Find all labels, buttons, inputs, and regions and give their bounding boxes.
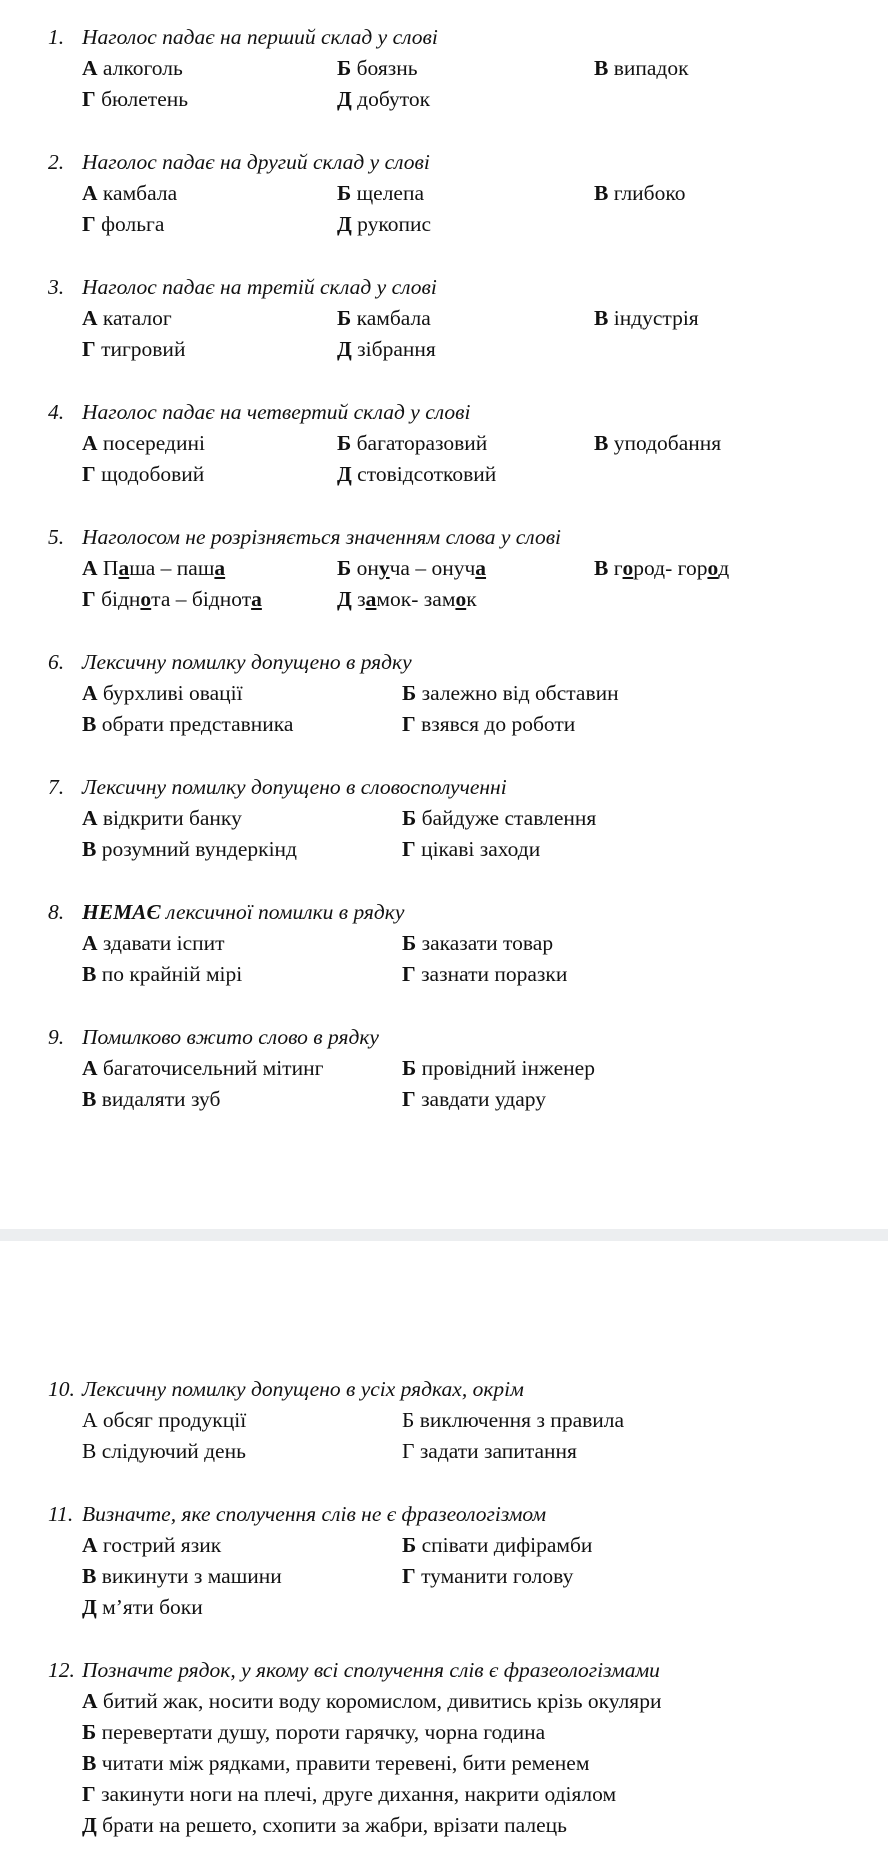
option-a[interactable]: А камбала [82, 181, 178, 205]
option-a[interactable]: А відкрити банку [82, 806, 242, 830]
option-d[interactable]: Д м’яти боки [82, 1595, 203, 1619]
question-number: 3. [48, 275, 65, 299]
option-g[interactable]: Г задати запитання [402, 1439, 577, 1463]
stress-mark: а [214, 556, 226, 580]
question-text: Наголос падає на третій склад у слові [82, 275, 437, 299]
question-number: 9. [48, 1025, 65, 1049]
option-g[interactable]: Г щодобовий [82, 462, 205, 486]
option-v[interactable]: В слідуючий день [82, 1439, 246, 1463]
stress-mark: а [475, 556, 487, 580]
question-text: Лексичну помилку допущено в словосполученні [82, 775, 507, 799]
option-v[interactable]: В уподобання [594, 431, 722, 455]
option-b[interactable]: Б боязнь [337, 56, 418, 80]
option-d[interactable]: Д стовідсотковий [337, 462, 497, 486]
option-g[interactable]: Г взявся до роботи [402, 712, 576, 736]
stress-mark: о [622, 556, 634, 580]
question-3 [0, 272, 888, 365]
question-number: 10. [48, 1377, 75, 1401]
option-g[interactable]: Г закинути ноги на плечі, друге дихання, накрити одіялом [82, 1782, 617, 1806]
option-v[interactable]: В викинути з машини [82, 1564, 282, 1588]
question-2 [0, 147, 888, 240]
option-g[interactable]: Г цікаві заходи [402, 837, 541, 861]
option-g[interactable]: Г бюлетень [82, 87, 189, 111]
option-b[interactable]: Б заказати товар [402, 931, 554, 955]
question-text: Наголос падає на четвертий склад у слові [82, 400, 471, 424]
question-9 [0, 1022, 888, 1115]
option-a[interactable]: А алкоголь [82, 56, 183, 80]
page-separator [0, 1229, 888, 1241]
option-a[interactable]: А каталог [82, 306, 172, 330]
stress-mark: а [118, 556, 130, 580]
question-text: Наголос падає на другий склад у слові [82, 150, 430, 174]
option-d[interactable]: Д брати на решето, схопити за жабри, врізати палець [82, 1813, 567, 1837]
option-v[interactable]: В випадок [594, 56, 689, 80]
question-text: Наголос падає на перший склад у слові [82, 25, 438, 49]
option-v[interactable]: В город- город [594, 556, 730, 580]
question-5 [0, 522, 888, 615]
option-d[interactable]: Д добуток [337, 87, 431, 111]
stress-mark: о [455, 587, 467, 611]
question-text: Лексичну помилку допущено в усіх рядках, окрім [82, 1377, 524, 1401]
option-g[interactable]: Г туманити голову [402, 1564, 574, 1588]
option-a[interactable]: А посередині [82, 431, 205, 455]
stress-mark: а [365, 587, 377, 611]
option-b[interactable]: Б онуча – онуча [337, 556, 487, 580]
option-v[interactable]: В по крайній мірі [82, 962, 243, 986]
question-number: 11. [48, 1502, 74, 1526]
option-b[interactable]: Б виключення з правила [402, 1408, 625, 1432]
option-g[interactable]: Г фольга [82, 212, 165, 236]
option-a[interactable]: А обсяг продукції [82, 1408, 247, 1432]
stress-mark: у [378, 556, 390, 580]
question-number: 6. [48, 650, 65, 674]
option-b[interactable]: Б байдуже ставлення [402, 806, 597, 830]
question-7 [0, 772, 888, 865]
stress-mark: о [140, 587, 152, 611]
question-text: Визначте, яке сполучення слів не є фразеологізмом [82, 1502, 547, 1526]
option-b[interactable]: Б залежно від обставин [402, 681, 619, 705]
question-number: 12. [48, 1658, 75, 1682]
option-d[interactable]: Д зібрання [337, 337, 436, 361]
option-d[interactable]: Д замок- замок [337, 587, 477, 611]
option-a[interactable]: А Паша – паша [82, 556, 226, 580]
option-a[interactable]: А гострий язик [82, 1533, 222, 1557]
question-6 [0, 647, 888, 740]
stress-mark: о [707, 556, 719, 580]
option-a[interactable]: А багаточисельний мітинг [82, 1056, 324, 1080]
question-number: 8. [48, 900, 65, 924]
option-b[interactable]: Б перевертати душу, пороти гарячку, чорна година [82, 1720, 546, 1744]
question-number: 2. [48, 150, 65, 174]
option-b[interactable]: Б камбала [337, 306, 431, 330]
option-g[interactable]: Г зазнати поразки [402, 962, 568, 986]
option-v[interactable]: В індустрія [594, 306, 699, 330]
option-g[interactable]: Г завдати удару [402, 1087, 547, 1111]
option-a[interactable]: А бурхливі овації [82, 681, 243, 705]
question-number: 4. [48, 400, 65, 424]
question-text: Наголосом не розрізняється значенням слова у слові [82, 525, 561, 549]
question-text: Помилково вжито слово в рядку [82, 1025, 379, 1049]
option-b[interactable]: Б співати дифірамби [402, 1533, 593, 1557]
question-number: 5. [48, 525, 65, 549]
option-a[interactable]: А здавати іспит [82, 931, 225, 955]
question-text: Позначте рядок, у якому всі сполучення слів є фразеологізмами [82, 1658, 660, 1682]
question-number: 1. [48, 25, 65, 49]
option-v[interactable]: В читати між рядками, правити теревені, бити ременем [82, 1751, 590, 1775]
question-10 [0, 1374, 888, 1467]
question-11 [0, 1499, 888, 1623]
stress-mark: а [251, 587, 262, 611]
option-v[interactable]: В видаляти зуб [82, 1087, 221, 1111]
question-4 [0, 397, 888, 490]
question-number: 7. [48, 775, 65, 799]
option-a[interactable]: А битий жак, носити воду коромислом, дивитись крізь окуляри [82, 1689, 662, 1713]
option-d[interactable]: Д рукопис [337, 212, 432, 236]
question-8 [0, 897, 888, 990]
option-b[interactable]: Б щелепа [337, 181, 425, 205]
option-b[interactable]: Б провідний інженер [402, 1056, 595, 1080]
option-v[interactable]: В глибоко [594, 181, 686, 205]
question-text: НЕМАЄ лексичної помилки в рядку [82, 900, 405, 924]
question-12 [0, 1655, 888, 1841]
option-v[interactable]: В розумний вундеркінд [82, 837, 297, 861]
question-1 [0, 22, 888, 115]
question-text: Лексичну помилку допущено в рядку [82, 650, 412, 674]
option-v[interactable]: В обрати представника [82, 712, 294, 736]
option-b[interactable]: Б багаторазовий [337, 431, 488, 455]
option-g[interactable]: Г біднота – біднота [82, 587, 262, 611]
option-g[interactable]: Г тигровий [82, 337, 186, 361]
